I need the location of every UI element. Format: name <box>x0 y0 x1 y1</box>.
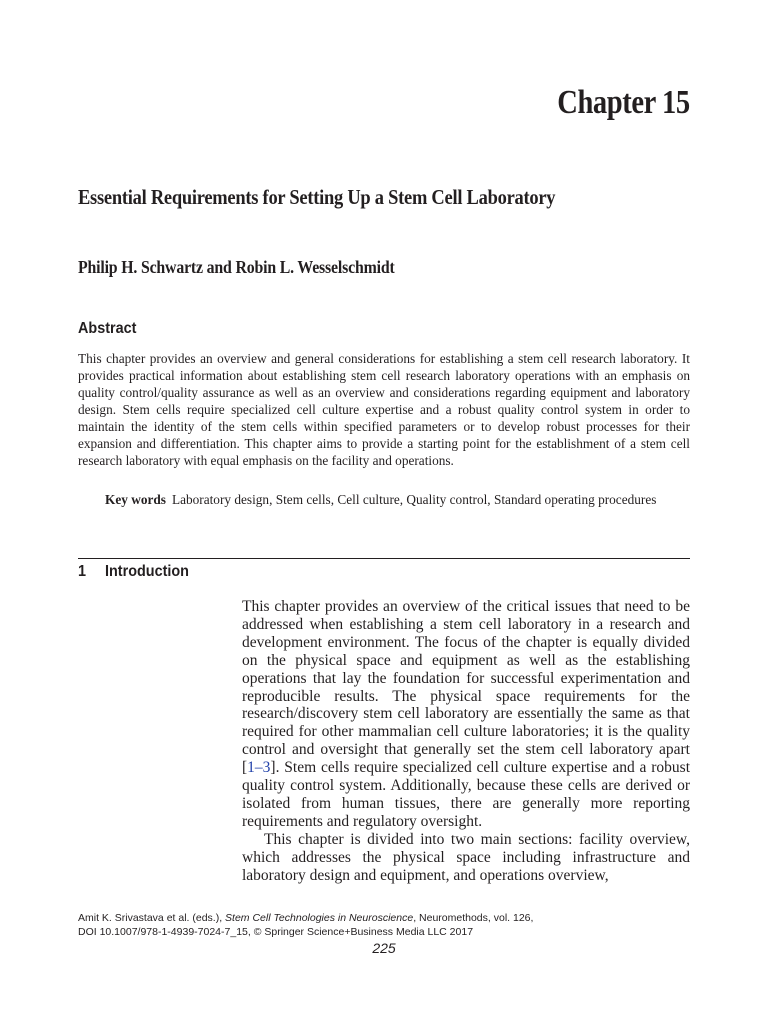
keywords-text: Laboratory design, Stem cells, Cell culture, Quality control, Standard operating procedures <box>171 492 657 507</box>
intro-paragraph-1 <box>242 598 690 831</box>
intro-text: ]. Stem cells require specialized cell culture expertise and a robust quality control system. Additionally, because these cells are derived or isolated from human tissues, there are generally more reporting requirements and regulatory oversight. <box>242 759 690 830</box>
abstract-heading: Abstract <box>78 320 137 337</box>
footnote-text: Amit K. Srivastava et al. (eds.), <box>78 912 226 924</box>
authors: Philip H. Schwartz and Robin L. Wesselschmidt <box>78 257 395 277</box>
section-number: 1 <box>78 563 87 580</box>
keywords-label: Key words <box>105 492 166 507</box>
chapter-title: Essential Requirements for Setting Up a Stem Cell Laboratory <box>78 185 556 209</box>
page-number: 225 <box>372 940 396 956</box>
footnote-line-1 <box>78 912 698 926</box>
footnote-line-2: DOI 10.1007/978-1-4939-7024-7_15, © Springer Science+Business Media LLC 2017 <box>78 925 474 938</box>
section-divider <box>78 558 690 559</box>
intro-paragraph-2: This chapter is divided into two main sections: facility overview, which addresses the physical space including infrastructure and laboratory design and equipment, and operations overview, <box>242 830 690 884</box>
book-title: Stem Cell Technologies in Neuroscience <box>225 912 414 924</box>
footnote-text: , Neuromethods, vol. 126, <box>413 912 534 924</box>
introduction-body <box>242 598 690 885</box>
citation-link[interactable]: 1–3 <box>247 759 271 777</box>
section-heading <box>78 563 189 581</box>
chapter-label: Chapter 15 <box>557 84 690 121</box>
keywords <box>105 491 690 508</box>
section-title: Introduction <box>105 563 189 580</box>
footnote <box>78 912 698 939</box>
abstract-text: This chapter provides an overview and general considerations for establishing a stem cell research laboratory. It provides practical information about establishing stem cell research laboratory operations with an emphasis on quality control/quality assurance as well as an overview and considerations regarding equipment and laboratory design. Stem cells require specialized cell culture expertise and a robust quality control system in order to maintain the identity of the stem cells within specified parameters or to develop robust processes for their expansion and differentiation. This chapter aims to provide a starting point for the establishment of a stem cell research laboratory with equal emphasis on the facility and operations. <box>78 351 690 468</box>
intro-text: This chapter provides an overview of the critical issues that need to be addressed when establishing a stem cell laboratory in a research and development environment. The focus of the chapter is equally divided on the physical space and equipment as well as the establishing operations that lay the foundation for successful experimentation and reproducible results. The physical space requirements for the research/discovery stem cell laboratory are essentially the same as that required for other mammalian cell culture laboratories; it is the quality control and oversight that generally set the stem cell laboratory apart [ <box>242 598 690 777</box>
